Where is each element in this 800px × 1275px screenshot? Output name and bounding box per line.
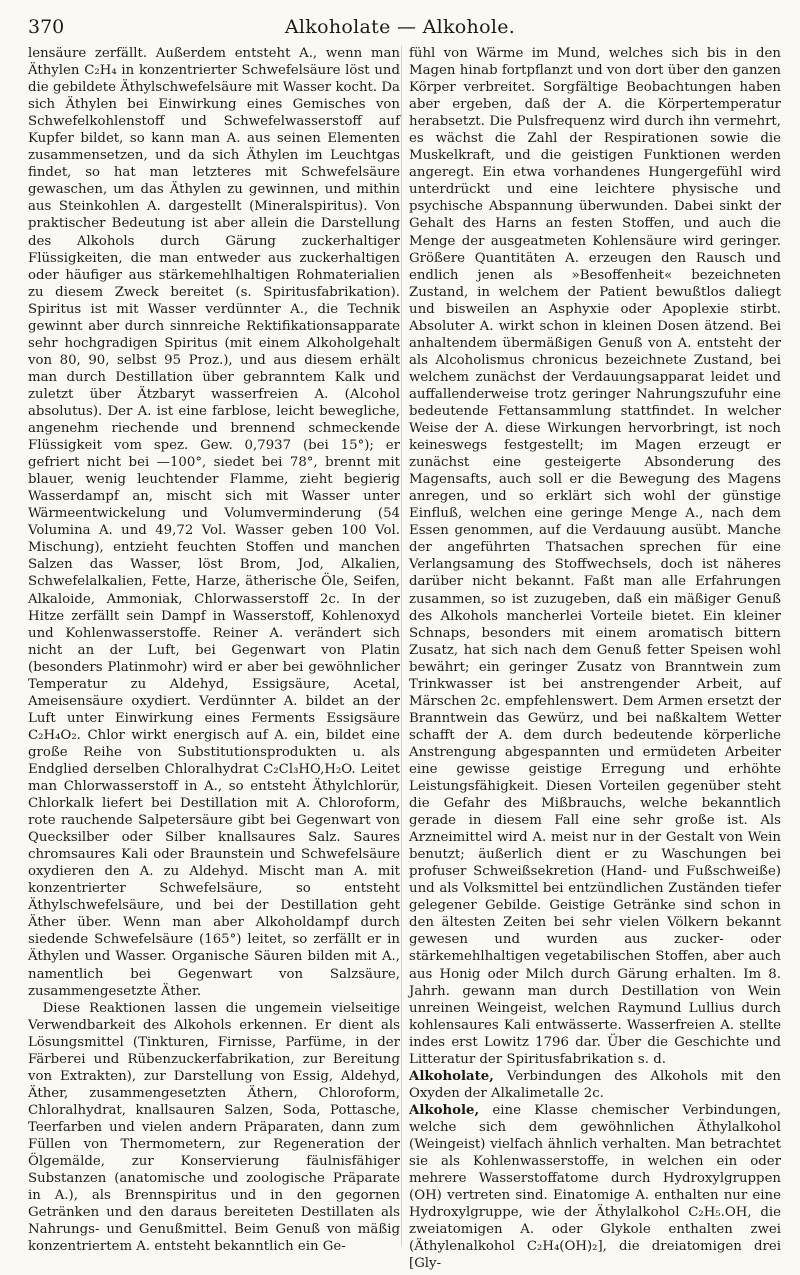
running-title: Alkoholate — Alkohole. xyxy=(284,16,516,38)
column-divider xyxy=(401,46,402,1246)
entry-alkoholate-text: Verbindungen des Alkohols mit den Oxyden der Alkalimetalle 2c. xyxy=(409,1068,781,1101)
lemma-alkohole: Alkohole, xyxy=(409,1102,480,1118)
left-paragraph-2: Diese Reaktionen lassen die ungemein vielseitige Verwendbarkeit des Alkohols erkennen. Er dient als Lösungsmittel (Tinkturen, Firnisse, Parfüme, in der Färberei und Rübenzuckerfabrikation, zur Bereitung von Extrakten), zur Darstellung von Essig, Aldehyd, Äther, zusammengesetzten Äthern, Chloroform, Chloralhydrat, knallsauren Salzen, Soda, Pottasche, Teerfarben und vielen andern Präparaten, dann zum Füllen von Thermometern, zur Regeneration der Ölgemälde, zur Konservierung fäulnisfähiger Substanzen (anatomische und zoologische Präparate in A.), als Brennspiritus und in den gegornen Getränken und den daraus bereiteten Destillaten als Nahrungs- und Genußmittel. Beim Genuß von mäßig konzentriertem A. entsteht bekanntlich ein Ge- xyxy=(28,1000,400,1255)
entry-alkoholate xyxy=(409,1068,781,1102)
left-column xyxy=(28,45,400,1255)
lemma-alkoholate: Alkoholate, xyxy=(409,1068,494,1084)
page-header xyxy=(24,14,776,40)
entry-alkohole xyxy=(409,1102,781,1272)
entry-alkohole-text: eine Klasse chemischer Verbindungen, welche sich dem gewöhnlichen Äthylalkohol (Weingeist) vielfach ähnlich verhalten. Man betrachtet sie als Kohlenwasserstoffe, in welchen ein oder mehrere Wasserstoffatome durch Hydroxylgruppen (OH) vertreten sind. Einatomige A. enthalten nur eine Hydroxylgruppe, wie der Äthylalkohol C₂H₅.OH, die zweiatomigen A. oder Glykole enthalten zwei (Äthylenalkohol C₂H₄(OH)₂], die dreiatomigen drei [Gly- xyxy=(409,1102,781,1272)
page-number: 370 xyxy=(28,16,65,38)
left-paragraph-1: lensäure zerfällt. Außerdem entsteht A., wenn man Äthylen C₂H₄ in konzentrierter Schwefelsäure löst und die gebildete Äthylschwefelsäure mit Wasser kocht. Da sich Äthylen bei Einwirkung eines Gemisches von Schwefelkohlenstoff und Schwefelwasserstoff auf Kupfer bildet, so kann man A. aus seinen Elementen zusammensetzen, und da sich Äthylen im Leuchtgas findet, so hat man letzteres mit Schwefelsäure gewaschen, um das Äthylen zu gewinnen, und mithin aus Steinkohlen A. dargestellt (Mineralspiritus). Von praktischer Bedeutung ist aber allein die Darstellung des Alkohols durch Gärung zuckerhaltiger Flüssigkeiten, die man entweder aus zuckerhaltigen oder häufiger aus stärkemehlhaltigen Rohmaterialien zu diesem Zweck bereitet (s. Spiritusfabrikation). Spiritus ist mit Wasser verdünnter A., die Technik gewinnt aber durch sinnreiche Rektifikationsapparate sehr hochgradigen Spiritus (mit einem Alkoholgehalt von 80, 90, selbst 95 Proz.), und aus diesem erhält man durch Destillation über gebranntem Kalk und zuletzt über Ätzbaryt wasserfreien A. (Alcohol absolutus). Der A. ist eine farblose, leicht bewegliche, angenehm riechende und brennend schmeckende Flüssigkeit vom spez. Gew. 0,7937 (bei 15°); er gefriert nicht bei —100°, siedet bei 78°, brennt mit blauer, wenig leuchtender Flamme, zieht begierig Wasserdampf an, mischt sich mit Wasser unter Wärmeentwickelung und Volumverminderung (54 Volumina A. und 49,72 Vol. Wasser geben 100 Vol. Mischung), entzieht feuchten Stoffen und manchen Salzen das Wasser, löst Brom, Jod, Alkalien, Schwefelalkalien, Fette, Harze, ätherische Öle, Seifen, Alkaloide, Ammoniak, Chlorwasserstoff 2c. In der Hitze zerfällt sein Dampf in Wasserstoff, Kohlenoxyd und Kohlenwasserstoffe. Reiner A. verändert sich nicht an der Luft, bei Gegenwart von Platin (besonders Platinmohr) wird er aber bei gewöhnlicher Temperatur zu Aldehyd, Essigsäure, Acetal, Ameisensäure oxydiert. Verdünnter A. bildet an der Luft unter Einwirkung eines Ferments Essigsäure C₂H₄O₂. Chlor wirkt energisch auf A. ein, bildet eine große Reihe von Substitutionsprodukten u. als Endglied derselben Chloralhydrat C₂Cl₃HO,H₂O. Leitet man Chlorwasserstoff in A., so entsteht Äthylchlorür, Chlorkalk liefert bei Destillation mit A. Chloroform, rote rauchende Salpetersäure gibt bei Gegenwart von Quecksilber oder Silber knallsaures Salz. Saures chromsaures Kali oder Braunstein und Schwefelsäure oxydieren den A. zu Aldehyd. Mischt man A. mit konzentrierter Schwefelsäure, so entsteht Äthylschwefelsäure, und bei der Destillation geht Äther über. Wenn man aber Alkoholdampf durch siedende Schwefelsäure (165°) leitet, so zerfällt er in Äthylen und Wasser. Organische Säuren bilden mit A., namentlich bei Gegenwart von Salzsäure, zusammengesetzte Äther. xyxy=(28,46,400,999)
right-paragraph-1: fühl von Wärme im Mund, welches sich bis in den Magen hinab fortpflanzt und von dort über den ganzen Körper verbreitet. Sorgfältige Beobachtungen haben aber ergeben, daß der A. die Körpertemperatur herabsetzt. Die Pulsfrequenz wird durch ihn vermehrt, es wächst die Zahl der Respirationen sowie die Muskelkraft, und die geistigen Funktionen werden angeregt. Ein etwa vorhandenes Hungergefühl wird unterdrückt und eine leichtere physische und psychische Abspannung überwunden. Dabei sinkt der Gehalt des Harns an festen Stoffen, und auch die Menge der ausgeatmeten Kohlensäure wird geringer. Größere Quantitäten A. erzeugen den Rausch und endlich jenen als »Besoffenheit« bezeichneten Zustand, in welchem der Patient bewußtlos daliegt und bisweilen an Asphyxie oder Apoplexie stirbt. Absoluter A. wirkt schon in kleinen Dosen ätzend. Bei anhaltendem übermäßigen Genuß von A. entsteht der als Alcoholismus chronicus bezeichnete Zustand, bei welchem zunächst der Verdauungsapparat leidet und auffallenderweise trotz geringer Nahrungszufuhr eine bedeutende Fettansammlung stattfindet. In welcher Weise der A. diese Wirkungen hervorbringt, ist noch keineswegs festgestellt; im Magen erzeugt er zunächst eine gesteigerte Absonderung des Magensafts, auch soll er die Bewegung des Magens anregen, und so erklärt sich wohl der günstige Einfluß, welchen eine geringe Menge A., nach dem Essen genommen, auf die Verdauung ausübt. Manche der angeführten Thatsachen sprechen für eine Verlangsamung des Stoffwechsels, doch ist näheres darüber nicht bekannt. Faßt man alle Erfahrungen zusammen, so ist zuzugeben, daß ein mäßiger Genuß des Alkohols mancherlei Vorteile bietet. Ein kleiner Schnaps, besonders mit einem aromatisch bittern Zusatz, hat sich nach dem Genuß fetter Speisen wohl bewährt; ein geringer Zusatz von Branntwein zum Trinkwasser ist bei anstrengender Arbeit, auf Märschen 2c. empfehlenswert. Dem Armen ersetzt der Branntwein das Gewürz, und bei naßkaltem Wetter schafft der A. dem durch bedeutende körperliche Anstrengung abgespannten und ermüdeten Arbeiter eine gewisse geistige Erregung und erhöhte Leistungsfähigkeit. Diesen Vorteilen gegenüber steht die Gefahr des Mißbrauchs, welche bekanntlich gerade in diesem Fall eine sehr große ist. Als Arzneimittel wird A. meist nur in der Gestalt von Wein benutzt; äußerlich dient er zu Waschungen bei profuser Schweißsekretion (Hand- und Fußschweiße) und als Volksmittel bei entzündlichen Zuständen tiefer gelegener Gebilde. Geistige Getränke sind schon in den ältesten Zeiten bei sehr vielen Völkern bekannt gewesen und wurden aus zucker- oder stärkemehlhaltigen vegetabilischen Stoffen, aber auch aus Honig oder Milch durch Gärung erhalten. Im 8. Jahrh. gewann man durch Destillation von Wein unreinen Weingeist, welchen Raymund Lullius durch kohlensaures Kali entwässerte. Wasserfreien A. stellte indes erst Lowitz 1796 dar. Über die Geschichte und Litteratur der Spiritusfabrikation s. d. xyxy=(409,46,781,1067)
right-column xyxy=(409,45,781,1272)
